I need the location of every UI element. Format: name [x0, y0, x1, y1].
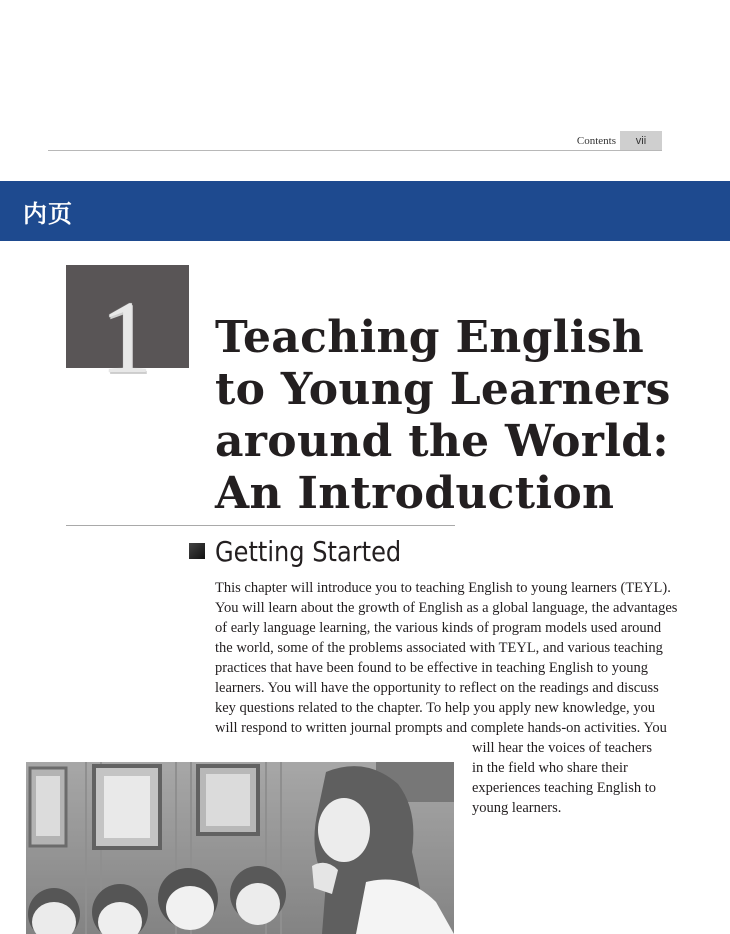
body-wrap-line: experiences teaching English to [472, 780, 657, 796]
body-line: You will learn about the growth of English as a global language, the advantages [215, 600, 678, 616]
chapter-title-line: around the World: [215, 416, 669, 467]
body-line: will respond to written journal prompts and complete hands-on activities. You [215, 720, 667, 736]
body-wrap-line: will hear the voices of teachers [472, 740, 652, 756]
body-line: key questions related to the chapter. To help you apply new knowledge, you [215, 700, 656, 716]
classroom-photo-image [26, 762, 454, 934]
page-number: vii [620, 131, 662, 151]
header-rule [48, 150, 662, 151]
chapter-number: 1 [100, 280, 152, 395]
body-wrap-paragraph [472, 738, 672, 818]
body-wrap-line: in the field who share their [472, 760, 628, 776]
chapter-title [215, 312, 671, 520]
running-head [560, 131, 662, 151]
section-bullet-icon [189, 543, 205, 559]
chapter-title-line: Teaching English [215, 312, 645, 363]
body-line: the world, some of the problems associated with TEYL, and various teaching [215, 640, 663, 656]
chapter-title-line: to Young Learners [215, 364, 671, 415]
classroom-photo [26, 762, 454, 934]
banner [0, 181, 730, 241]
banner-label: 内页 [23, 199, 73, 228]
chapter-title-line: An Introduction [215, 468, 615, 519]
body-line: This chapter will introduce you to teaching English to young learners (TEYL). [215, 580, 671, 596]
body-wrap-line: young learners. [472, 800, 562, 816]
section-heading: Getting Started [215, 535, 402, 568]
body-line: learners. You will have the opportunity to reflect on the readings and discuss [215, 680, 659, 696]
body-line: of early language learning, the various kinds of program models used around [215, 620, 662, 636]
title-divider [66, 525, 455, 526]
body-paragraph [215, 578, 678, 738]
running-head-label: Contents [576, 135, 616, 147]
body-line: practices that have been found to be effective in teaching English to young [215, 660, 648, 676]
